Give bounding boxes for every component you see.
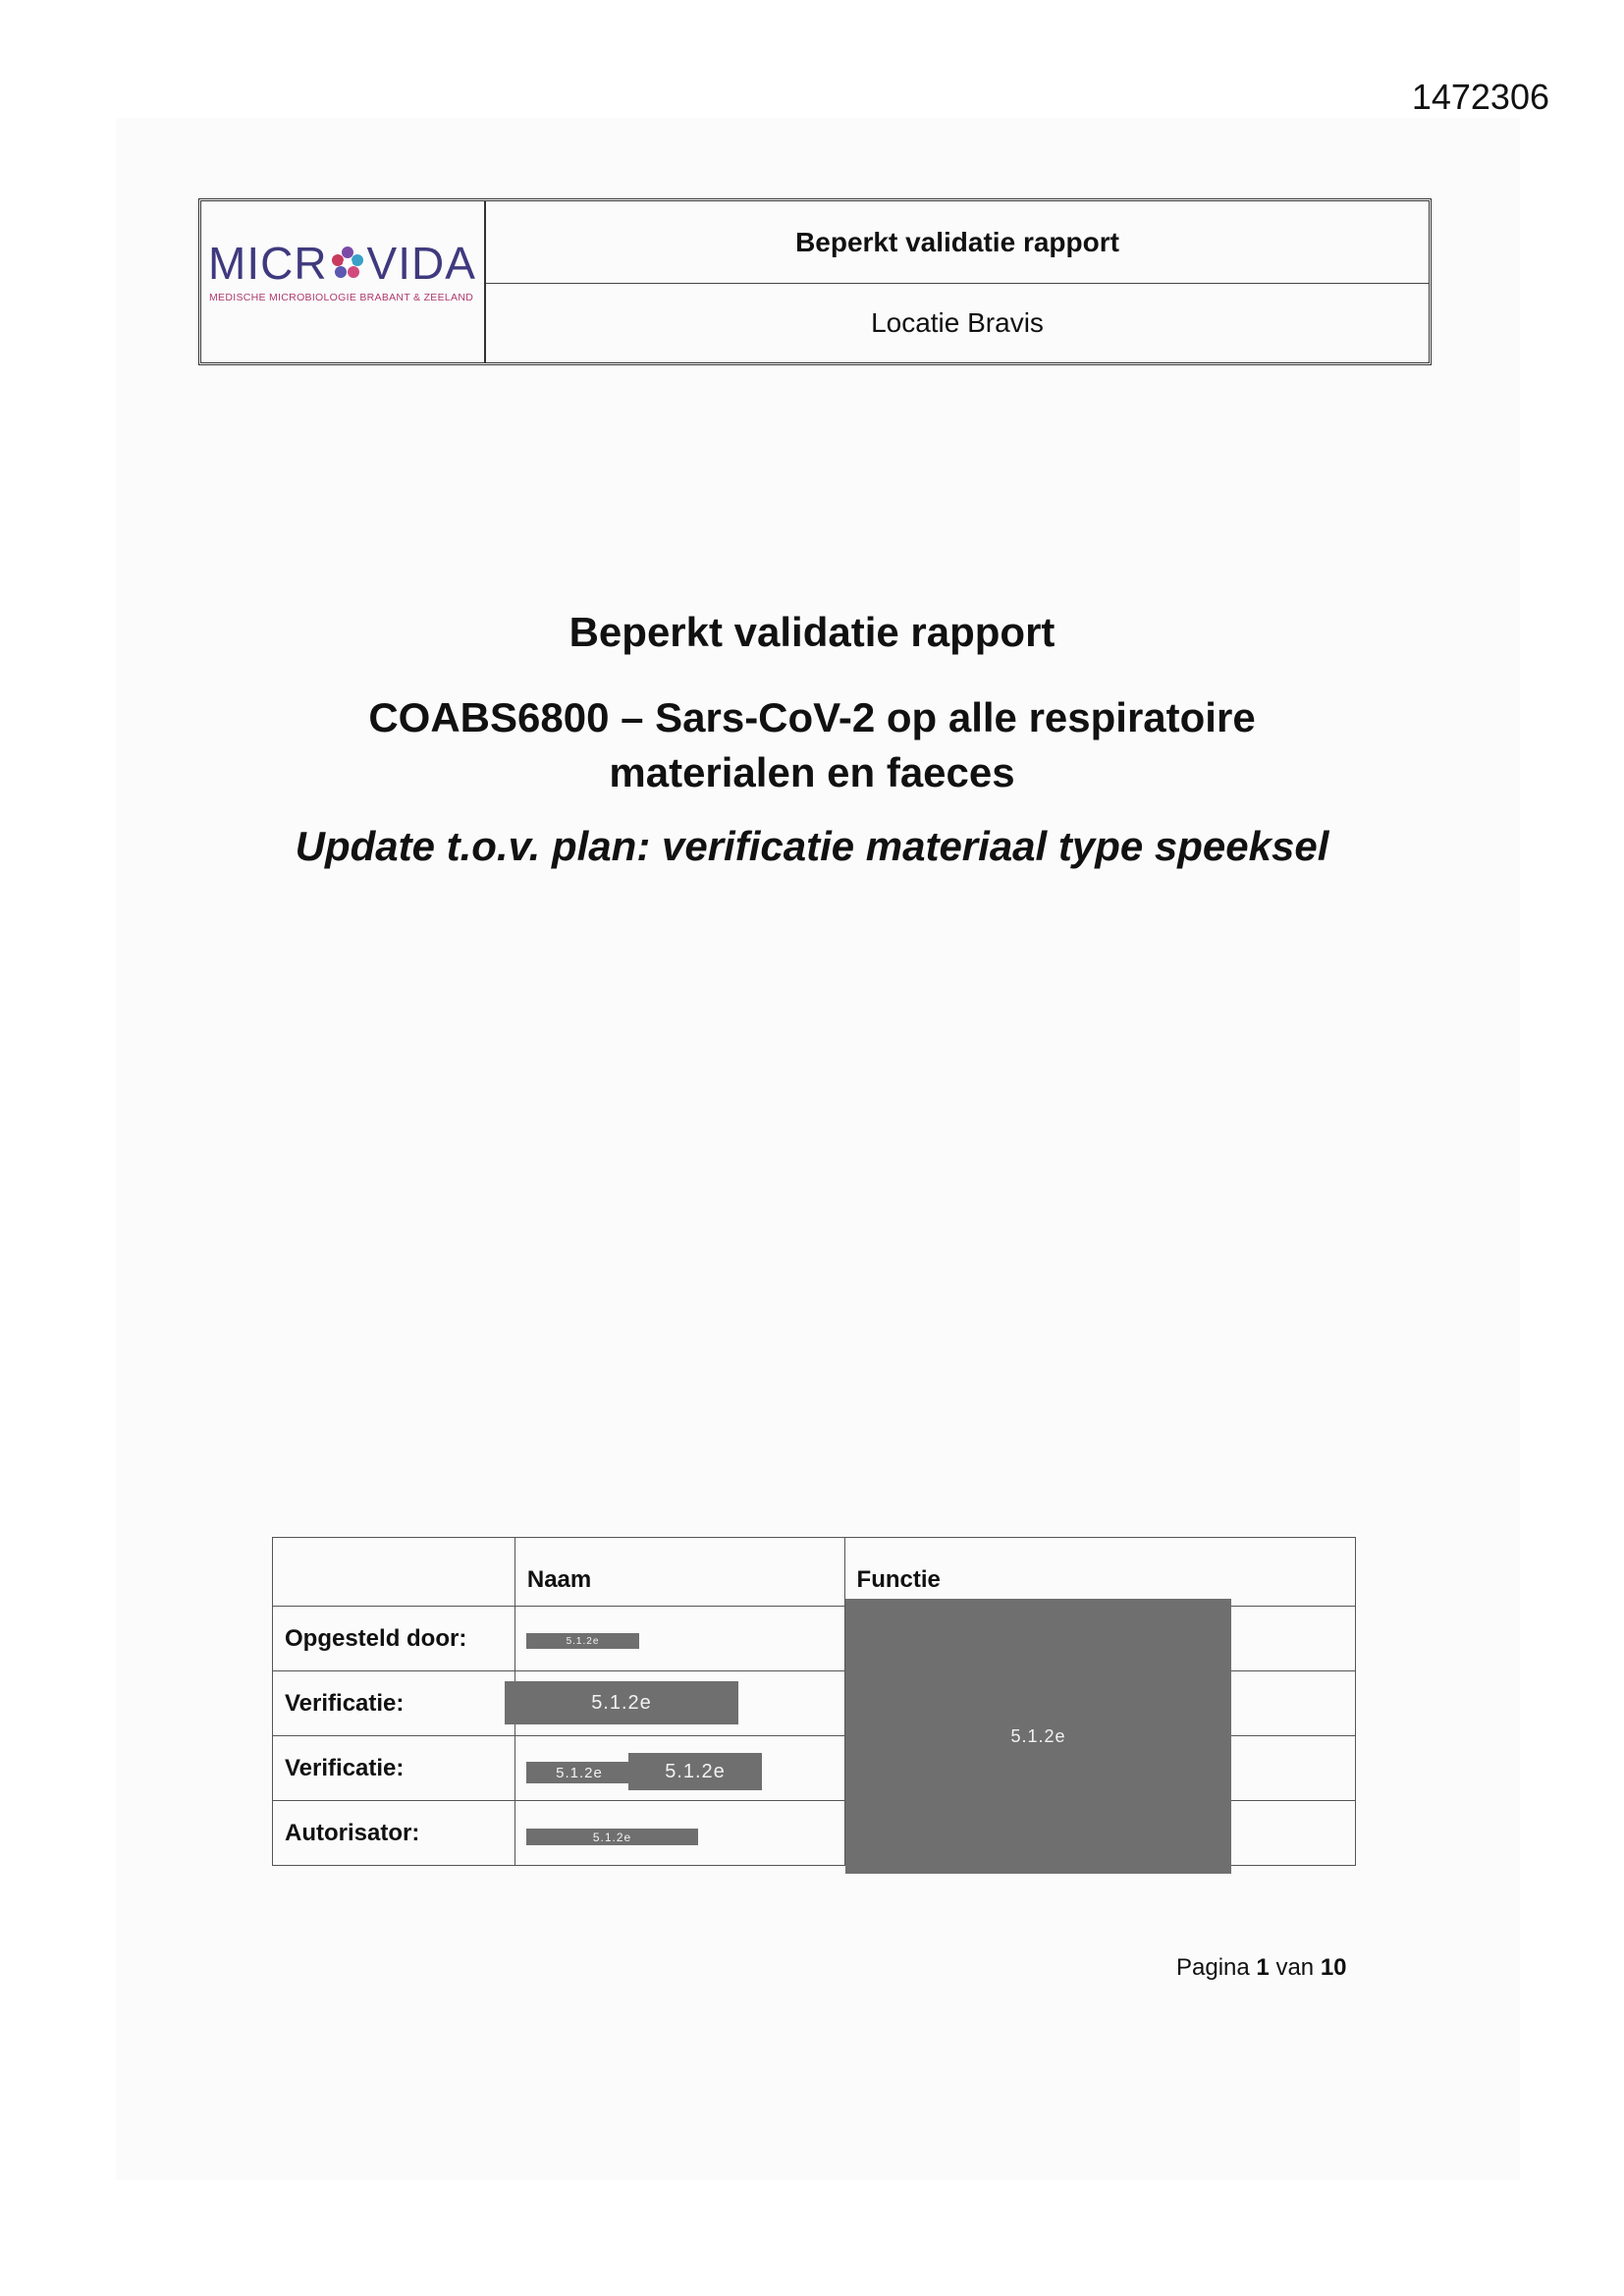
header-title: Beperkt validatie rapport — [486, 201, 1429, 284]
row-label: Verificatie: — [273, 1736, 515, 1801]
van-label: van — [1275, 1954, 1315, 1981]
header-cell-empty — [273, 1538, 515, 1607]
page-footer — [1176, 1954, 1347, 1982]
flower-icon — [328, 243, 367, 282]
header-location: Locatie Bravis — [871, 307, 1044, 338]
logo-subtitle: MEDISCHE MICROBIOLOGIE BRABANT & ZEELAND — [209, 292, 474, 303]
redaction-box: 5.1.2e — [526, 1633, 639, 1649]
subtitle-line-2: materialen en faeces — [609, 749, 1015, 795]
redaction-box: 5.1.2e — [628, 1753, 762, 1790]
row-label: Verificatie: — [273, 1671, 515, 1736]
redaction-box: 5.1.2e — [505, 1681, 738, 1724]
microvida-logo — [208, 237, 476, 290]
pagina-label: Pagina — [1176, 1954, 1250, 1981]
redaction-box: 5.1.2e — [526, 1762, 632, 1783]
redaction-box: 5.1.2e — [526, 1829, 698, 1845]
logo-cell — [201, 201, 486, 362]
header-cell-functie: Functie — [844, 1538, 1355, 1607]
header-table — [198, 198, 1432, 365]
row-label: Autorisator: — [273, 1801, 515, 1866]
document-number: 1472306 — [1411, 77, 1549, 117]
header-cell-naam: Naam — [514, 1538, 844, 1607]
subtitle-line-1: COABS6800 – Sars-CoV-2 op alle respiratoire — [368, 694, 1256, 740]
main-title: Beperkt validatie rapport — [568, 609, 1056, 655]
header-right — [486, 201, 1429, 362]
subtitle — [0, 690, 1624, 800]
logo-word-right: VIDA — [366, 238, 476, 289]
logo-word-left: MICR — [208, 238, 328, 289]
update-title: Update t.o.v. plan: verificatie materiaal type speeksel — [295, 823, 1329, 869]
row-label: Opgesteld door: — [273, 1607, 515, 1671]
page-background — [116, 118, 1520, 2180]
table-header-row — [273, 1538, 1356, 1607]
page-number: 1 — [1256, 1954, 1270, 1981]
total-pages: 10 — [1320, 1954, 1347, 1981]
redaction-box-large: 5.1.2e — [845, 1599, 1231, 1874]
